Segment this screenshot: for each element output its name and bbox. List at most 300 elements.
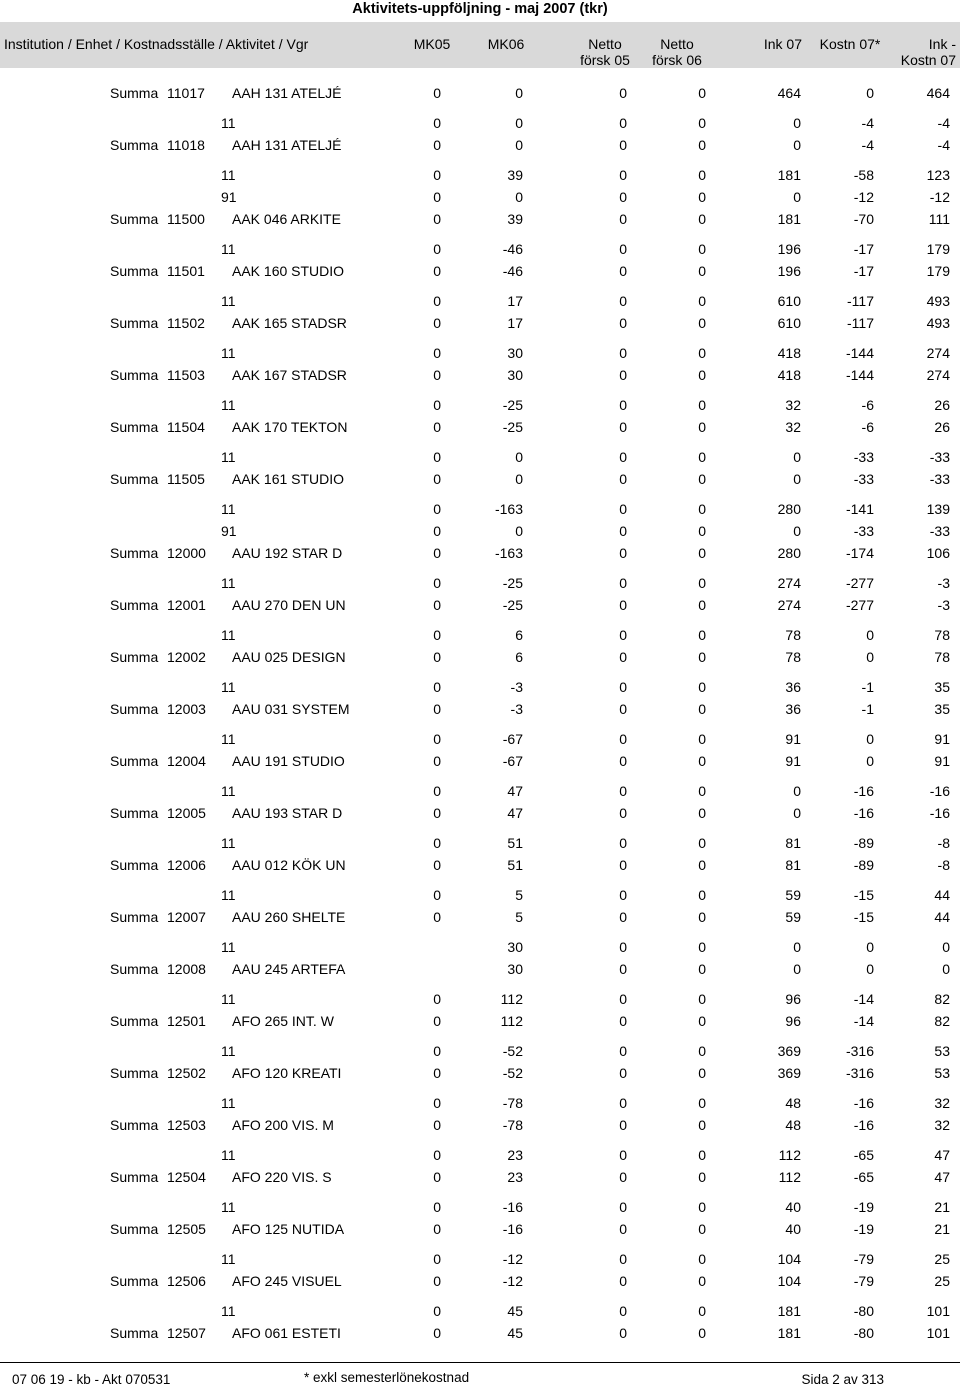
detail-value: 0: [793, 189, 801, 205]
summary-row: [0, 418, 960, 436]
summa-number: 11501: [167, 263, 205, 279]
detail-vgr: 11: [221, 887, 236, 903]
summary-row: [0, 1116, 960, 1134]
detail-value: 0: [619, 887, 627, 903]
summa-label: Summa: [110, 1169, 159, 1185]
summa-value: 0: [793, 805, 801, 821]
detail-value: 0: [433, 991, 441, 1007]
detail-value: 0: [433, 1251, 441, 1267]
summary-row: [0, 210, 960, 228]
summa-value: 0: [698, 857, 706, 873]
detail-value: 0: [619, 575, 627, 591]
detail-value: 0: [698, 501, 706, 517]
summa-value: 0: [698, 1065, 706, 1081]
detail-value: 274: [777, 575, 801, 591]
detail-row: [0, 1198, 960, 1216]
summa-value: 0: [793, 137, 801, 153]
summa-value: 78: [934, 649, 950, 665]
detail-value: 0: [698, 167, 706, 183]
detail-value: 96: [785, 991, 801, 1007]
summa-value: 0: [698, 471, 706, 487]
summa-value: 0: [433, 1221, 441, 1237]
detail-value: 0: [793, 449, 801, 465]
detail-vgr: 11: [221, 575, 236, 591]
summa-value: -25: [502, 597, 523, 613]
detail-value: 0: [619, 1043, 627, 1059]
summa-label: Summa: [110, 805, 159, 821]
detail-row: [0, 114, 960, 132]
summa-number: 12000: [167, 545, 206, 561]
summa-value: 21: [934, 1221, 950, 1237]
summa-name: AFO 200 VIS. M: [232, 1117, 334, 1133]
summa-value: 45: [507, 1325, 523, 1341]
summa-value: 0: [619, 597, 627, 613]
detail-value: 0: [698, 783, 706, 799]
summa-value: 181: [777, 1325, 801, 1341]
detail-row: [0, 166, 960, 184]
summa-value: -144: [845, 367, 874, 383]
detail-row: [0, 344, 960, 362]
summa-value: 59: [785, 909, 801, 925]
summa-value: 0: [433, 649, 441, 665]
summa-value: 0: [698, 263, 706, 279]
detail-value: 0: [698, 731, 706, 747]
detail-value: -14: [853, 991, 874, 1007]
summa-value: -79: [853, 1273, 874, 1289]
detail-value: -79: [853, 1251, 874, 1267]
detail-value: 0: [698, 835, 706, 851]
detail-value: -277: [845, 575, 874, 591]
summa-value: -1: [861, 701, 874, 717]
report-title: Aktivitets-uppföljning - maj 2007 (tkr): [352, 1, 608, 17]
summa-value: -4: [861, 137, 874, 153]
summa-value: 101: [926, 1325, 950, 1341]
detail-value: 0: [515, 189, 523, 205]
summa-value: -70: [853, 211, 874, 227]
detail-row: [0, 188, 960, 206]
summa-value: 179: [926, 263, 950, 279]
detail-value: 0: [698, 293, 706, 309]
summa-value: 0: [433, 1273, 441, 1289]
summa-name: AAK 167 STADSR: [232, 367, 347, 383]
summa-value: 0: [698, 805, 706, 821]
detail-value: -80: [853, 1303, 874, 1319]
summa-label: Summa: [110, 753, 159, 769]
detail-value: -4: [937, 115, 950, 131]
detail-value: 0: [793, 115, 801, 131]
detail-value: 44: [934, 887, 950, 903]
summa-number: 12501: [167, 1013, 206, 1029]
detail-value: -16: [929, 783, 950, 799]
detail-vgr: 91: [221, 523, 237, 539]
detail-value: 23: [507, 1147, 523, 1163]
detail-value: -52: [502, 1043, 523, 1059]
summa-value: -316: [845, 1065, 874, 1081]
summa-value: 47: [934, 1169, 950, 1185]
detail-vgr: 11: [221, 397, 236, 413]
detail-value: 36: [785, 679, 801, 695]
detail-value: 0: [698, 115, 706, 131]
detail-value: -8: [937, 835, 950, 851]
header-netto05-line2: försk 05: [580, 52, 630, 68]
summa-value: 0: [698, 753, 706, 769]
footer-print-info: 07 06 19 - kb - Akt 070531: [12, 1372, 171, 1387]
summa-value: 17: [507, 315, 523, 331]
summa-name: AAK 161 STUDIO: [232, 471, 345, 487]
summa-value: 0: [619, 701, 627, 717]
summary-row: [0, 648, 960, 666]
summa-value: 0: [698, 211, 706, 227]
detail-row: [0, 1042, 960, 1060]
detail-value: 0: [433, 523, 441, 539]
summa-value: 0: [698, 961, 706, 977]
summa-value: 0: [433, 85, 441, 101]
summa-label: Summa: [110, 315, 159, 331]
detail-value: 40: [785, 1199, 801, 1215]
summa-value: 25: [934, 1273, 950, 1289]
detail-value: 0: [793, 523, 801, 539]
summa-value: 464: [926, 85, 950, 101]
detail-row: [0, 448, 960, 466]
detail-value: 0: [619, 1303, 627, 1319]
summa-value: 0: [433, 597, 441, 613]
summa-value: 0: [619, 263, 627, 279]
summary-row: [0, 544, 960, 562]
summa-number: 12005: [167, 805, 206, 821]
detail-value: 0: [433, 731, 441, 747]
detail-vgr: 11: [221, 115, 236, 131]
detail-value: 0: [433, 241, 441, 257]
summa-value: 0: [433, 137, 441, 153]
summa-name: AAK 046 ARKITE: [232, 211, 341, 227]
detail-row: [0, 626, 960, 644]
header-netto05-line1: Netto: [588, 36, 622, 52]
summa-value: 0: [619, 85, 627, 101]
summa-value: -65: [853, 1169, 874, 1185]
detail-vgr: 11: [221, 679, 236, 695]
detail-value: 0: [793, 783, 801, 799]
summa-value: -16: [929, 805, 950, 821]
summa-value: 0: [433, 315, 441, 331]
detail-row: [0, 500, 960, 518]
detail-value: 0: [698, 189, 706, 205]
detail-value: -163: [494, 501, 523, 517]
detail-value: 139: [926, 501, 950, 517]
summa-name: AFO 220 VIS. S: [232, 1169, 332, 1185]
summary-row: [0, 700, 960, 718]
summa-value: 0: [433, 471, 441, 487]
detail-value: 53: [934, 1043, 950, 1059]
summa-value: -4: [937, 137, 950, 153]
summa-name: AAK 170 TEKTON: [232, 419, 348, 435]
detail-value: 0: [619, 939, 627, 955]
summa-name: AFO 061 ESTETI: [232, 1325, 341, 1341]
summa-name: AAU 260 SHELTE: [232, 909, 346, 925]
detail-value: -12: [502, 1251, 523, 1267]
summa-value: -14: [853, 1013, 874, 1029]
detail-value: 25: [934, 1251, 950, 1267]
summa-name: AAU 031 SYSTEM: [232, 701, 350, 717]
detail-value: 0: [433, 575, 441, 591]
detail-value: -33: [929, 449, 950, 465]
detail-value: 0: [619, 783, 627, 799]
detail-value: -33: [853, 449, 874, 465]
summa-value: 0: [433, 263, 441, 279]
detail-value: 0: [698, 887, 706, 903]
detail-vgr: 91: [221, 189, 237, 205]
summa-number: 11018: [167, 137, 205, 153]
detail-value: 21: [934, 1199, 950, 1215]
detail-value: 30: [507, 939, 523, 955]
header-netto06-line1: Netto: [660, 36, 694, 52]
detail-value: 0: [698, 1251, 706, 1267]
summa-label: Summa: [110, 1273, 159, 1289]
summa-number: 12008: [167, 961, 206, 977]
summa-value: 0: [619, 753, 627, 769]
summa-value: -46: [502, 263, 523, 279]
header-netto06-line2: försk 06: [652, 52, 702, 68]
summa-value: 0: [619, 1273, 627, 1289]
summa-value: 106: [926, 545, 950, 561]
summa-value: 0: [619, 649, 627, 665]
summa-value: 0: [942, 961, 950, 977]
summa-value: 39: [507, 211, 523, 227]
detail-vgr: 11: [221, 449, 236, 465]
detail-vgr: 11: [221, 167, 236, 183]
summa-name: AAU 270 DEN UN: [232, 597, 346, 613]
summa-value: 0: [433, 1169, 441, 1185]
summa-value: -15: [853, 909, 874, 925]
summa-value: 0: [619, 211, 627, 227]
footer-note: * exkl semesterlönekostnad: [304, 1370, 470, 1385]
summa-number: 12004: [167, 753, 206, 769]
summa-value: 0: [619, 137, 627, 153]
summa-value: -25: [502, 419, 523, 435]
summa-value: 0: [698, 597, 706, 613]
summa-value: 0: [793, 961, 801, 977]
summa-value: 32: [785, 419, 801, 435]
detail-value: 0: [433, 1095, 441, 1111]
footer-page-number: Sida 2 av 313: [801, 1372, 884, 1387]
detail-value: -33: [929, 523, 950, 539]
summa-label: Summa: [110, 1221, 159, 1237]
detail-value: 78: [785, 627, 801, 643]
summa-name: AAU 193 STAR D: [232, 805, 343, 821]
summary-row: [0, 470, 960, 488]
detail-value: 0: [619, 679, 627, 695]
detail-value: 0: [942, 939, 950, 955]
detail-value: -117: [847, 293, 874, 309]
summa-number: 11503: [167, 367, 205, 383]
detail-value: 26: [934, 397, 950, 413]
summary-row: [0, 262, 960, 280]
detail-value: 0: [619, 991, 627, 1007]
summary-row: [0, 1012, 960, 1030]
summa-value: 0: [698, 137, 706, 153]
summa-value: 0: [619, 1325, 627, 1341]
summa-number: 12504: [167, 1169, 206, 1185]
summa-value: 82: [934, 1013, 950, 1029]
detail-value: 179: [926, 241, 950, 257]
detail-vgr: 11: [221, 1199, 236, 1215]
summary-row: [0, 84, 960, 102]
detail-value: 45: [507, 1303, 523, 1319]
summa-value: 78: [785, 649, 801, 665]
summa-label: Summa: [110, 85, 159, 101]
detail-value: 0: [433, 501, 441, 517]
detail-value: -3: [937, 575, 950, 591]
summa-value: 0: [619, 419, 627, 435]
detail-value: 0: [698, 939, 706, 955]
detail-value: 6: [515, 627, 523, 643]
detail-value: 0: [433, 167, 441, 183]
summa-value: 0: [698, 367, 706, 383]
summa-name: AFO 245 VISUEL: [232, 1273, 342, 1289]
detail-vgr: 11: [221, 1095, 236, 1111]
summary-row: [0, 596, 960, 614]
summa-value: 40: [785, 1221, 801, 1237]
detail-value: 0: [698, 679, 706, 695]
summa-value: 418: [777, 367, 801, 383]
summa-name: AFO 125 NUTIDA: [232, 1221, 345, 1237]
detail-value: 104: [777, 1251, 801, 1267]
summa-value: 0: [433, 857, 441, 873]
detail-value: 91: [934, 731, 950, 747]
detail-value: -1: [861, 679, 874, 695]
detail-vgr: 11: [221, 731, 236, 747]
summa-value: -3: [510, 701, 523, 717]
detail-value: 181: [777, 167, 801, 183]
summa-value: -277: [845, 597, 874, 613]
detail-row: [0, 782, 960, 800]
summa-value: -6: [861, 419, 874, 435]
detail-value: 0: [433, 1043, 441, 1059]
summa-number: 12506: [167, 1273, 206, 1289]
detail-value: 0: [619, 449, 627, 465]
detail-value: 0: [619, 189, 627, 205]
detail-vgr: 11: [221, 241, 236, 257]
summa-value: 0: [433, 211, 441, 227]
detail-value: 493: [926, 293, 950, 309]
detail-value: 47: [507, 783, 523, 799]
detail-row: [0, 886, 960, 904]
detail-vgr: 11: [221, 783, 236, 799]
summa-number: 11500: [167, 211, 205, 227]
summa-value: 0: [619, 857, 627, 873]
summa-value: 0: [515, 137, 523, 153]
summa-value: 0: [433, 1013, 441, 1029]
detail-row: [0, 1302, 960, 1320]
detail-value: 0: [619, 345, 627, 361]
detail-value: -19: [853, 1199, 874, 1215]
summa-value: 0: [793, 471, 801, 487]
summa-value: 51: [507, 857, 523, 873]
detail-value: -25: [502, 397, 523, 413]
detail-value: -16: [853, 783, 874, 799]
summa-value: 5: [515, 909, 523, 925]
detail-value: 0: [433, 1303, 441, 1319]
detail-value: 51: [507, 835, 523, 851]
summa-number: 12001: [167, 597, 206, 613]
summa-value: -19: [853, 1221, 874, 1237]
summa-value: 0: [698, 1169, 706, 1185]
summa-label: Summa: [110, 263, 159, 279]
summary-row: [0, 366, 960, 384]
detail-value: 5: [515, 887, 523, 903]
summa-value: 0: [698, 1325, 706, 1341]
summa-number: 12502: [167, 1065, 206, 1081]
summa-label: Summa: [110, 1117, 159, 1133]
detail-value: 35: [934, 679, 950, 695]
summa-value: -117: [847, 315, 874, 331]
summary-row: [0, 1324, 960, 1342]
summa-label: Summa: [110, 701, 159, 717]
summa-value: -163: [494, 545, 523, 561]
detail-value: -58: [853, 167, 874, 183]
summa-value: 0: [698, 315, 706, 331]
detail-value: 0: [698, 1199, 706, 1215]
detail-value: 0: [866, 939, 874, 955]
detail-row: [0, 678, 960, 696]
summa-name: AAK 160 STUDIO: [232, 263, 345, 279]
summa-value: 196: [777, 263, 801, 279]
detail-vgr: 11: [221, 627, 236, 643]
summa-value: 6: [515, 649, 523, 665]
detail-value: 0: [698, 575, 706, 591]
detail-value: 0: [698, 449, 706, 465]
summa-label: Summa: [110, 471, 159, 487]
summa-value: 0: [698, 1273, 706, 1289]
detail-row: [0, 1094, 960, 1112]
summa-value: 0: [619, 315, 627, 331]
summa-value: 0: [433, 909, 441, 925]
summary-row: [0, 1064, 960, 1082]
summa-value: 0: [433, 701, 441, 717]
summa-value: -16: [502, 1221, 523, 1237]
detail-value: 30: [507, 345, 523, 361]
detail-value: 0: [619, 1147, 627, 1163]
detail-row: [0, 938, 960, 956]
detail-row: [0, 1250, 960, 1268]
detail-value: 0: [515, 449, 523, 465]
detail-row: [0, 1146, 960, 1164]
summa-value: 26: [934, 419, 950, 435]
header-ink07: Ink 07: [763, 36, 802, 52]
summa-value: 111: [928, 211, 950, 227]
summa-value: -33: [929, 471, 950, 487]
summa-name: AAK 165 STADSR: [232, 315, 347, 331]
detail-vgr: 11: [221, 345, 236, 361]
summa-name: AAU 245 ARTEFA: [232, 961, 346, 977]
detail-value: 0: [433, 627, 441, 643]
summa-value: 280: [777, 545, 801, 561]
summa-number: 11504: [167, 419, 205, 435]
summary-row: [0, 752, 960, 770]
detail-value: 101: [926, 1303, 950, 1319]
detail-value: 0: [698, 991, 706, 1007]
detail-value: 0: [515, 115, 523, 131]
summa-value: 48: [785, 1117, 801, 1133]
detail-vgr: 11: [221, 1043, 236, 1059]
detail-value: -16: [853, 1095, 874, 1111]
detail-row: [0, 990, 960, 1008]
summa-value: 0: [433, 419, 441, 435]
summa-value: 274: [926, 367, 950, 383]
summary-row: [0, 314, 960, 332]
detail-vgr: 11: [221, 501, 236, 517]
summa-name: AAU 192 STAR D: [232, 545, 343, 561]
summa-number: 11017: [167, 85, 205, 101]
